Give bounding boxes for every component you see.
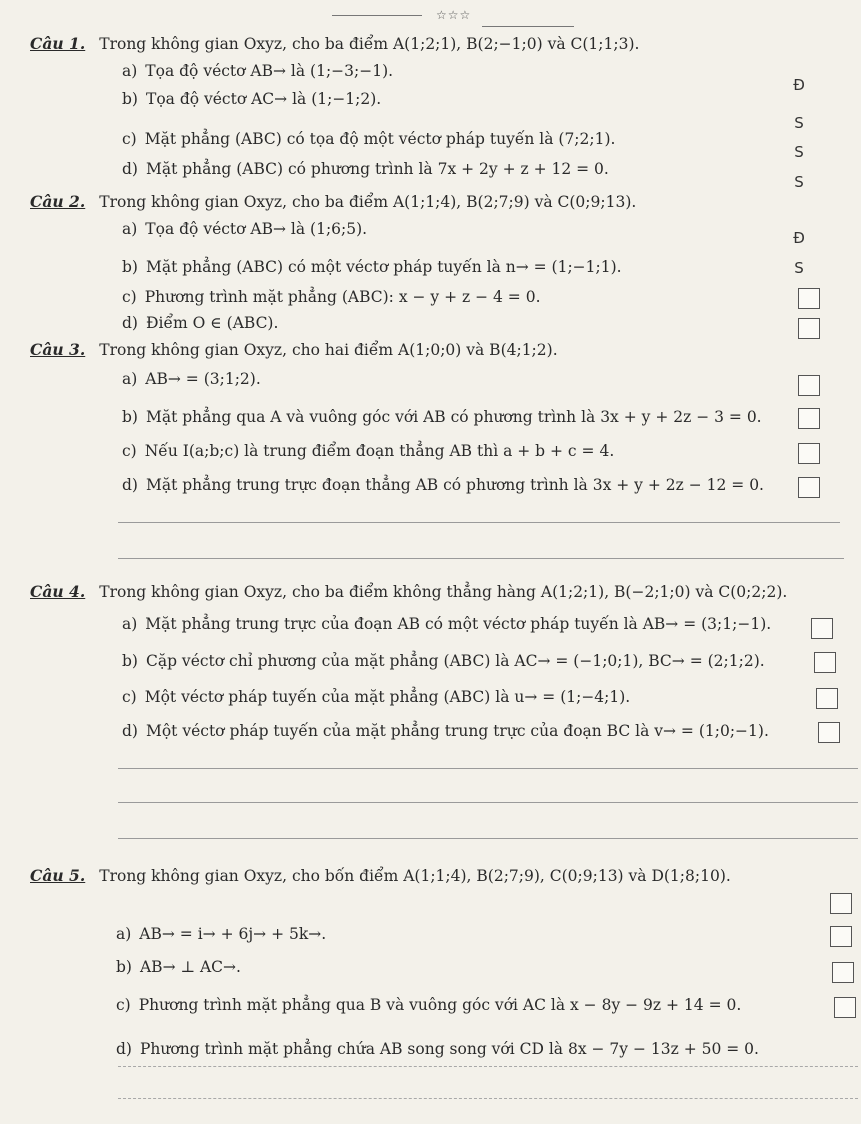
q4-answer-box-c[interactable] — [816, 688, 838, 709]
q3-option-a: a) AB→ = (3;1;2). — [122, 370, 261, 388]
question-3-stem — [30, 340, 558, 359]
header-rule-right — [482, 26, 574, 27]
q5-answer-box-c[interactable] — [832, 962, 854, 983]
q3-option-c: c) Nếu I(a;b;c) là trung điểm đoạn thẳng AB thì a + b + c = 4. — [122, 442, 615, 460]
answer-line[interactable] — [118, 1066, 858, 1067]
q1-option-a: a) Tọa độ véctơ AB→ là (1;−3;−1). — [122, 62, 394, 80]
q3-answer-box-a[interactable] — [798, 375, 820, 396]
q5-answer-box-a[interactable] — [830, 893, 852, 914]
question-1-text: Trong không gian Oxyz, cho ba điểm A(1;2;1), B(2;−1;0) và C(1;1;3). — [99, 35, 640, 53]
q1-option-c: c) Mặt phẳng (ABC) có tọa độ một véctơ pháp tuyến là (7;2;1). — [122, 130, 616, 148]
q2-option-d: d) Điểm O ∈ (ABC). — [122, 314, 279, 332]
question-3-text: Trong không gian Oxyz, cho hai điểm A(1;0;0) và B(4;1;2). — [99, 341, 558, 359]
q4-option-c: c) Một véctơ pháp tuyến của mặt phẳng (ABC) là u→ = (1;−4;1). — [122, 688, 631, 706]
q5-option-d: d) Phương trình mặt phẳng chứa AB song song với CD là 8x − 7y − 13z + 50 = 0. — [116, 1040, 759, 1058]
answer-line[interactable] — [118, 802, 858, 803]
q4-answer-box-d[interactable] — [818, 722, 840, 743]
q5-option-b: b) AB→ ⊥ AC→. — [116, 958, 241, 976]
answer-line[interactable] — [118, 1098, 858, 1099]
question-2-stem — [30, 192, 636, 211]
q2-option-a: a) Tọa độ véctơ AB→ là (1;6;5). — [122, 220, 368, 238]
question-5-text: Trong không gian Oxyz, cho bốn điểm A(1;1;4), B(2;7;9), C(0;9;13) và D(1;8;10). — [99, 867, 731, 885]
answer-line[interactable] — [118, 522, 840, 523]
q3-option-b: b) Mặt phẳng qua A và vuông góc với AB có phương trình là 3x + y + 2z − 3 = 0. — [122, 408, 762, 426]
q2-answer-box-c[interactable] — [798, 288, 820, 309]
q3-answer-box-d[interactable] — [798, 477, 820, 498]
answer-line[interactable] — [118, 768, 858, 769]
q5-answer-box-b[interactable] — [830, 926, 852, 947]
question-2-label: Câu 2. — [30, 192, 86, 211]
header-stars: ☆☆☆ — [436, 8, 472, 22]
q2-option-b: b) Mặt phẳng (ABC) có một véctơ pháp tuyến là n→ = (1;−1;1). — [122, 258, 622, 276]
q1-answer-c: S — [794, 143, 804, 161]
q2-answer-a: Đ — [793, 229, 805, 247]
question-5-label: Câu 5. — [30, 866, 86, 885]
q4-option-a: a) Mặt phẳng trung trực của đoạn AB có một véctơ pháp tuyến là AB→ = (3;1;−1). — [122, 615, 772, 633]
q5-answer-box-d[interactable] — [834, 997, 856, 1018]
question-4-text: Trong không gian Oxyz, cho ba điểm không thẳng hàng A(1;2;1), B(−2;1;0) và C(0;2;2). — [99, 583, 788, 601]
q2-answer-b: S — [794, 259, 804, 277]
q1-option-b: b) Tọa độ véctơ AC→ là (1;−1;2). — [122, 90, 382, 108]
question-4-label: Câu 4. — [30, 582, 86, 601]
q1-answer-a: Đ — [793, 76, 805, 94]
q4-option-d: d) Một véctơ pháp tuyến của mặt phẳng trung trực của đoạn BC là v→ = (1;0;−1). — [122, 722, 769, 740]
q1-answer-d: S — [794, 173, 804, 191]
question-5-stem — [30, 866, 731, 885]
header-rule-left — [332, 15, 422, 16]
question-1-stem — [30, 34, 639, 53]
q5-option-a: a) AB→ = i→ + 6j→ + 5k→. — [116, 925, 327, 943]
question-3-label: Câu 3. — [30, 340, 86, 359]
q1-option-d: d) Mặt phẳng (ABC) có phương trình là 7x + 2y + z + 12 = 0. — [122, 160, 609, 178]
q3-answer-box-b[interactable] — [798, 408, 820, 429]
question-4-stem — [30, 582, 787, 601]
answer-line[interactable] — [118, 838, 858, 839]
q2-answer-box-d[interactable] — [798, 318, 820, 339]
q1-answer-b: S — [794, 114, 804, 132]
q4-answer-box-a[interactable] — [811, 618, 833, 639]
q3-answer-box-c[interactable] — [798, 443, 820, 464]
q4-answer-box-b[interactable] — [814, 652, 836, 673]
question-2-text: Trong không gian Oxyz, cho ba điểm A(1;1;4), B(2;7;9) và C(0;9;13). — [99, 193, 637, 211]
q4-option-b: b) Cặp véctơ chỉ phương của mặt phẳng (ABC) là AC→ = (−1;0;1), BC→ = (2;1;2). — [122, 652, 765, 670]
answer-line[interactable] — [118, 558, 844, 559]
q5-option-c: c) Phương trình mặt phẳng qua B và vuông góc với AC là x − 8y − 9z + 14 = 0. — [116, 996, 742, 1014]
q2-option-c: c) Phương trình mặt phẳng (ABC): x − y + z − 4 = 0. — [122, 288, 541, 306]
q3-option-d: d) Mặt phẳng trung trực đoạn thẳng AB có phương trình là 3x + y + 2z − 12 = 0. — [122, 476, 764, 494]
question-1-label: Câu 1. — [30, 34, 86, 53]
